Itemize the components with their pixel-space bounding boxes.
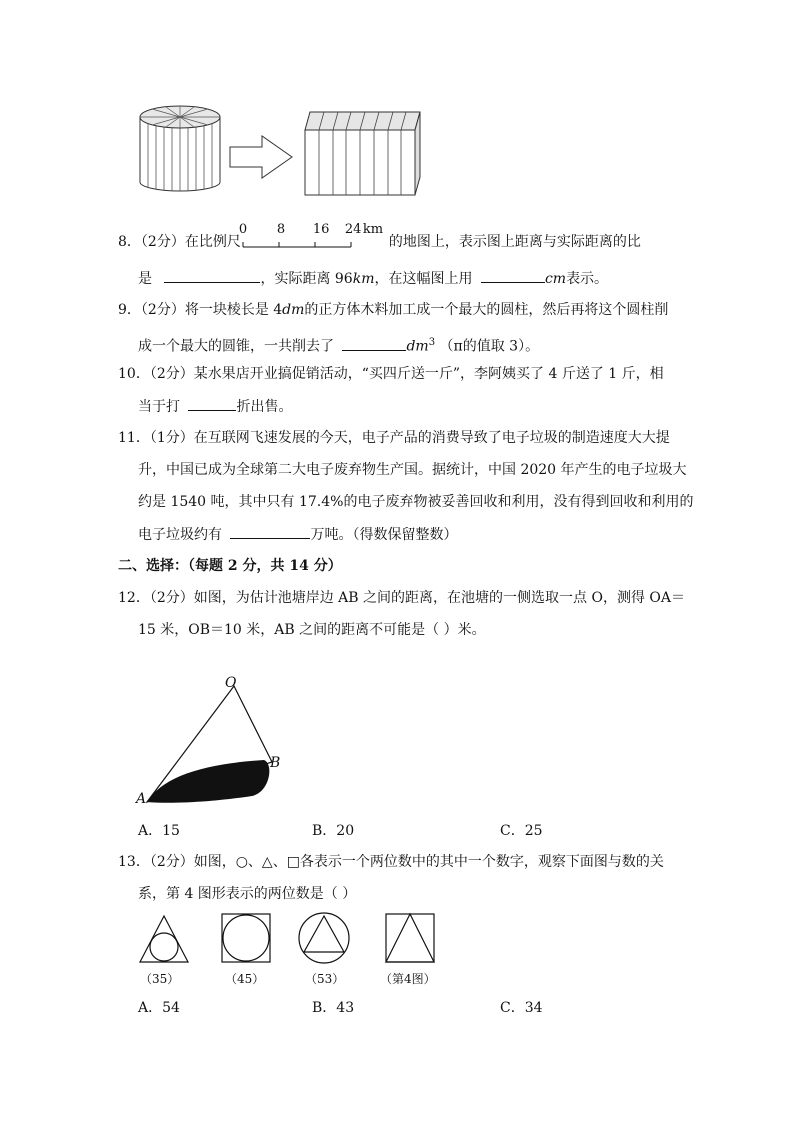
q13-option-a[interactable]: A．54 bbox=[138, 1000, 180, 1016]
caption-2: （45） bbox=[225, 972, 265, 986]
cylinder-transform-figure bbox=[130, 102, 490, 212]
shape-triangle-circle bbox=[140, 916, 188, 962]
q11-line-4: 电子垃圾约有 万吨。（得数保留整数） bbox=[138, 524, 457, 545]
q11-line-2: 升，中国已成为全球第二大电子废弃物生产国。据统计，中国 2020 年产生的电子垃圾大 bbox=[138, 462, 687, 478]
q12-option-b[interactable]: B．20 bbox=[312, 823, 355, 839]
cylinder-figure bbox=[140, 106, 220, 191]
q12-option-c[interactable]: C．25 bbox=[500, 823, 543, 839]
q12-line-2: 15 米，OB＝10 米，AB 之间的距离不可能是（ ）米。 bbox=[138, 622, 486, 638]
q11-line-3: 约是 1540 吨，其中只有 17.4%的电子废弃物被妥善回收和利用，没有得到回收和利用的 bbox=[138, 494, 694, 510]
q8-line-1: 8．（2分）在比例尺 0 8 16 24 km 的地图上，表示图上距离与实际距离的比 bbox=[118, 222, 641, 250]
arrow-icon bbox=[230, 136, 292, 178]
shape-square-triangle bbox=[386, 914, 434, 962]
q11-line-1: 11．（1分）在互联网飞速发展的今天，电子产品的消费导致了电子垃圾的制造速度大大提 bbox=[118, 430, 670, 446]
pond-triangle-figure bbox=[132, 672, 292, 812]
scale-bar: 0 8 16 24 km bbox=[238, 222, 384, 237]
answer-blank-ratio[interactable] bbox=[164, 268, 260, 283]
caption-4: （第4图） bbox=[380, 972, 436, 986]
answer-blank-discount[interactable] bbox=[188, 396, 236, 411]
q12-option-a[interactable]: A．15 bbox=[138, 823, 180, 839]
q13-line-1: 13．（2分）如图，○、△、□各表示一个两位数中的其中一个数字，观察下面图与数的关 bbox=[118, 854, 664, 870]
q13-option-c[interactable]: C．34 bbox=[500, 1000, 543, 1016]
label-o: O bbox=[225, 675, 237, 691]
q9-line-2: 成一个最大的圆锥，一共削去了 $dm^3$ （π的值取 3）。 bbox=[138, 337, 540, 355]
answer-blank-waste[interactable] bbox=[230, 524, 310, 539]
q13-line-2: 系，第 4 图形表示的两位数是（ ） bbox=[138, 886, 357, 902]
shape-circle-triangle bbox=[299, 913, 349, 963]
q10-line-1: 10．（2分）某水果店开业搞促销活动，“买四斤送一斤”，李阿姨买了 4 斤送了 1 斤，相 bbox=[118, 366, 664, 382]
q13-option-b[interactable]: B．43 bbox=[312, 1000, 355, 1016]
q12-line-1: 12．（2分）如图，为估计池塘岸边 AB 之间的距离，在池塘的一侧选取一点 O，测得 OA＝ bbox=[118, 590, 685, 606]
answer-blank-volume[interactable] bbox=[342, 336, 406, 351]
label-b: B bbox=[270, 755, 281, 771]
q8-line-2: 是 ，实际距离 96km，在这幅图上用 cm表示。 bbox=[138, 268, 608, 289]
caption-3: （53） bbox=[305, 972, 345, 986]
q10-line-2: 当于打 折出售。 bbox=[138, 396, 292, 417]
shapes-figure bbox=[138, 910, 458, 970]
section-title: 二、选择：（每题 2 分，共 14 分） bbox=[118, 558, 342, 574]
answer-blank-map-distance[interactable] bbox=[481, 268, 545, 283]
shape-square-circle bbox=[222, 914, 270, 962]
q9-line-1: 9．（2分）将一块棱长是 4dm的正方体木料加工成一个最大的圆柱，然后再将这个圆柱削 bbox=[118, 302, 669, 318]
caption-1: （35） bbox=[140, 972, 180, 986]
box-figure bbox=[305, 112, 420, 195]
label-a: A bbox=[136, 791, 147, 807]
